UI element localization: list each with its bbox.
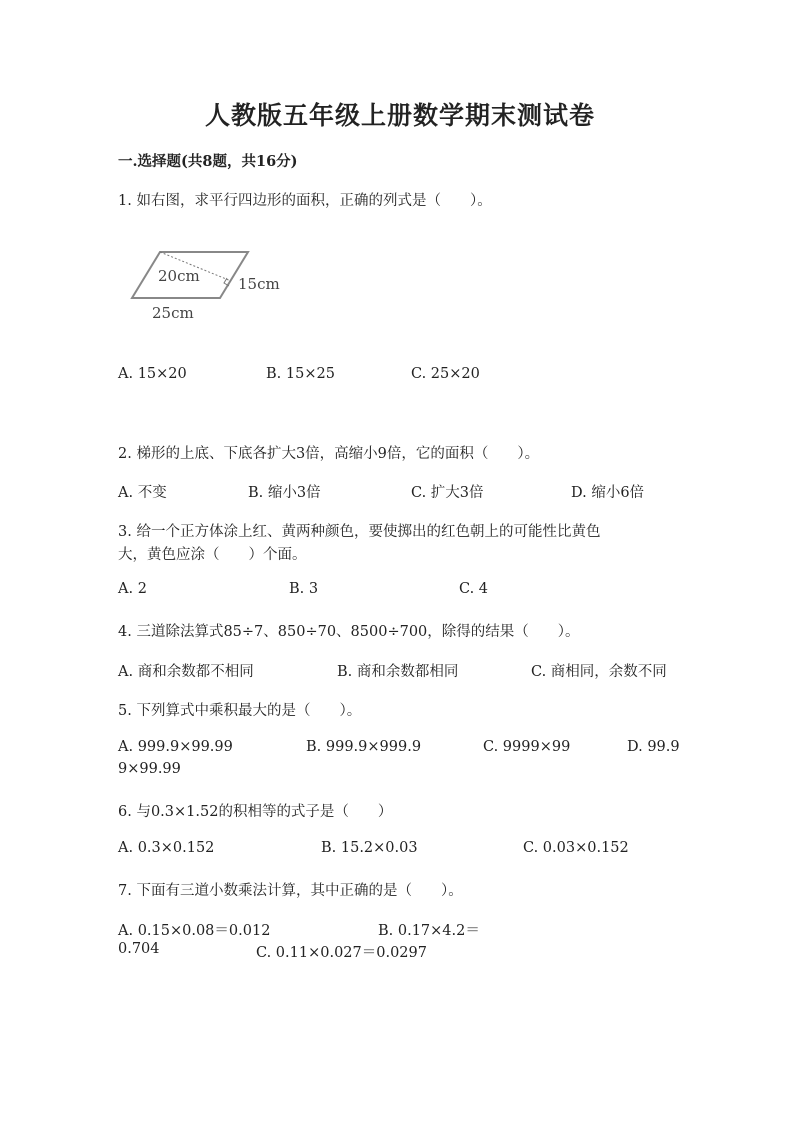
option-1c[interactable]: C. 25×20 (411, 366, 480, 382)
option-3a[interactable]: A. 2 (118, 581, 147, 597)
option-2b[interactable]: B. 缩小3倍 (248, 485, 321, 501)
option-5d-wrap: 9×99.99 (118, 761, 181, 777)
option-5d[interactable]: D. 99.9 (627, 739, 680, 755)
option-6b[interactable]: B. 15.2×0.03 (321, 840, 418, 856)
option-4c[interactable]: C. 商相同，余数不同 (531, 664, 667, 680)
option-6a[interactable]: A. 0.3×0.152 (118, 840, 215, 856)
option-1b[interactable]: B. 15×25 (266, 366, 335, 382)
option-2a[interactable]: A. 不变 (118, 485, 167, 501)
option-2c[interactable]: C. 扩大3倍 (411, 485, 484, 501)
option-2d[interactable]: D. 缩小6倍 (571, 485, 645, 501)
height-label: 15cm (238, 275, 280, 293)
option-6c[interactable]: C. 0.03×0.152 (523, 840, 629, 856)
option-4b[interactable]: B. 商和余数都相同 (337, 664, 459, 680)
option-3c[interactable]: C. 4 (459, 581, 489, 597)
option-7a[interactable]: A. 0.15×0.08＝0.012 (118, 923, 271, 939)
question-2-stem: 2. 梯形的上底、下底各扩大3倍，高缩小9倍，它的面积（ ）。 (118, 446, 540, 462)
question-1-stem: 1. 如右图，求平行四边形的面积，正确的列式是（ ）。 (118, 193, 492, 209)
option-4a[interactable]: A. 商和余数都不相同 (118, 664, 254, 680)
question-6-stem: 6. 与0.3×1.52的积相等的式子是（ ） (118, 804, 393, 820)
question-3-stem-line2: 大，黄色应涂（ ）个面。 (118, 547, 307, 563)
question-4-stem: 4. 三道除法算式85÷7、850÷70、8500÷700，除得的结果（ ）。 (118, 624, 580, 640)
page-title: 人教版五年级上册数学期末测试卷 (204, 101, 595, 130)
slant-label: 20cm (158, 267, 200, 285)
option-7b-wrap: 0.704 (118, 941, 160, 957)
base-label: 25cm (152, 304, 194, 322)
question-7-stem: 7. 下面有三道小数乘法计算，其中正确的是（ ）。 (118, 883, 463, 899)
option-5b[interactable]: B. 999.9×999.9 (306, 739, 422, 755)
option-7c[interactable]: C. 0.11×0.027＝0.0297 (256, 945, 427, 961)
section-heading: 一.选择题(共8题，共16分) (118, 153, 298, 170)
option-7b[interactable]: B. 0.17×4.2＝ (378, 923, 480, 939)
question-5-stem: 5. 下列算式中乘积最大的是（ ）。 (118, 703, 362, 719)
parallelogram-figure (118, 240, 298, 330)
option-3b[interactable]: B. 3 (289, 581, 319, 597)
option-5a[interactable]: A. 999.9×99.99 (118, 739, 233, 755)
question-3-stem-line1: 3. 给一个正方体涂上红、黄两种颜色，要使掷出的红色朝上的可能性比黄色 (118, 524, 601, 540)
option-1a[interactable]: A. 15×20 (118, 366, 187, 382)
option-5c[interactable]: C. 9999×99 (483, 739, 571, 755)
